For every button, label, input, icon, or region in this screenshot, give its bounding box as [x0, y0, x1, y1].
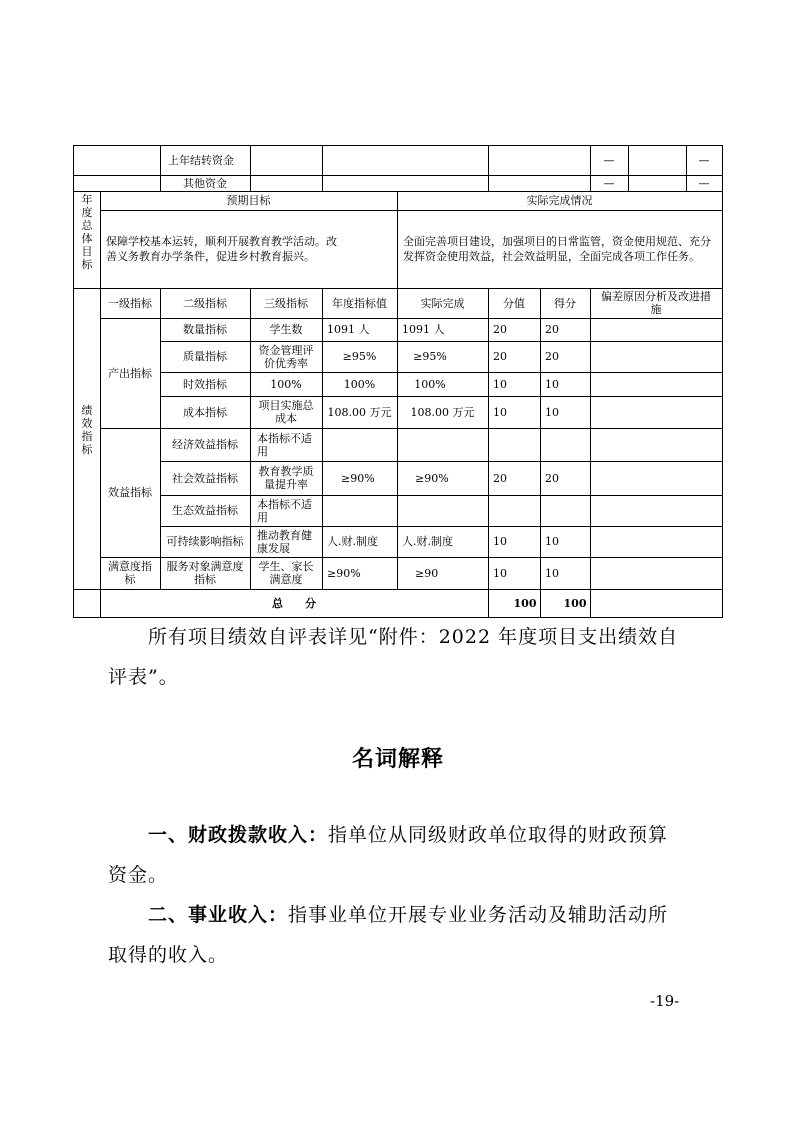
definition-2 [148, 902, 668, 928]
group-output: 产出指标 [108, 366, 152, 380]
definition-1-cont: 资金。 [108, 864, 169, 886]
row-l2: 数量指标 [183, 323, 227, 336]
row-score: 10 [493, 535, 507, 548]
row-score: 20 [493, 350, 507, 363]
row-got: 10 [545, 535, 559, 548]
row-l2: 时效指标 [183, 377, 227, 391]
total-label: 总 分 [272, 596, 316, 610]
row-l2: 成本指标 [183, 405, 227, 419]
total-got: 100 [563, 596, 587, 610]
row-target: ≥90% [327, 566, 361, 580]
row-target: 人.财.制度 [327, 535, 378, 548]
row-target: 108.00 万元 [327, 405, 392, 419]
carryover-dash-2: — [698, 154, 710, 167]
row-score: 10 [493, 377, 507, 391]
header-got: 得分 [554, 296, 576, 310]
row-score: 20 [493, 323, 507, 336]
row-l2: 服务对象满意度指标 [166, 560, 244, 586]
header-level1: 一级指标 [108, 296, 152, 310]
row-actual: 1091 人 [402, 323, 445, 336]
actual-completion-text: 全面完善项目建设，加强项目的日常监管，资金使用规范、充分发挥资金使用效益，社会效益明显，全面完成各项工作任务。 [403, 235, 711, 263]
row-target: ≥90% [341, 471, 375, 485]
row-score: 10 [493, 566, 507, 580]
expected-goal-text: 保障学校基本运转，顺利开展教育教学活动。改善义务教育办学条件，促进乡村教育振兴。 [106, 235, 337, 263]
row-l2: 社会效益指标 [172, 471, 238, 485]
annual-goal-side-label: 年度总体目标 [81, 193, 93, 271]
row-actual: 100% [414, 377, 446, 391]
carryover-dash-1: — [603, 154, 615, 167]
row-l2: 经济效益指标 [172, 438, 238, 451]
row-l3: 100% [270, 377, 302, 391]
row-l3: 学生、家长满意度 [258, 560, 314, 586]
row-l3: 学生数 [269, 323, 303, 336]
header-score: 分值 [503, 296, 525, 310]
row-l3: 本指标不适用 [257, 431, 312, 458]
row-actual: ≥90% [415, 471, 449, 485]
carryover-funds-label: 上年结转资金 [168, 154, 234, 167]
row-l2: 可持续影响指标 [166, 535, 244, 548]
group-benefit: 效益指标 [108, 486, 152, 499]
row-target: 100% [343, 377, 376, 391]
expected-goal-header: 预期目标 [226, 194, 271, 207]
group-satisfaction: 满意度指标 [108, 560, 152, 586]
row-l3: 资金管理评价优秀率 [258, 343, 314, 370]
other-funds-label: 其他资金 [183, 177, 227, 190]
row-target: 1091 人 [327, 323, 370, 336]
row-actual: 108.00 万元 [410, 405, 475, 419]
row-got: 10 [545, 566, 559, 580]
row-got: 10 [545, 405, 559, 419]
row-score: 10 [493, 405, 507, 419]
other-dash-2: — [698, 177, 710, 190]
total-score: 100 [513, 596, 537, 610]
definition-1-text: 指单位从同级财政单位取得的财政预算 [328, 824, 669, 846]
definition-2-cont: 取得的收入。 [108, 944, 229, 966]
attachment-note-line2: 评表”。 [108, 666, 179, 688]
actual-completion-header: 实际完成情况 [526, 194, 593, 207]
definition-1 [148, 822, 668, 848]
header-level3: 三级指标 [264, 296, 308, 310]
row-actual: ≥90 [415, 566, 439, 580]
row-got: 10 [545, 377, 559, 391]
row-l3: 推动教育健康发展 [257, 528, 312, 555]
row-l3: 项目实施总成本 [258, 399, 314, 425]
row-actual: 人.财.制度 [402, 535, 453, 548]
header-deviation-reason: 偏差原因分析及改进措施 [601, 290, 711, 316]
row-got: 20 [545, 471, 559, 485]
performance-side-label: 绩效指标 [81, 404, 93, 456]
definition-2-text: 指事业单位开展专业业务活动及辅助活动所 [288, 904, 669, 926]
row-l2: 生态效益指标 [172, 504, 238, 517]
definition-2-term: 二、事业收入： [148, 904, 289, 926]
row-got: 20 [545, 350, 559, 363]
row-l2: 质量指标 [183, 350, 227, 363]
page-number: -19- [650, 992, 680, 1010]
row-got: 20 [545, 323, 559, 336]
definition-1-term: 一、财政拨款收入： [148, 824, 329, 846]
other-dash-1: — [603, 177, 615, 190]
attachment-note-line1: 所有项目绩效自评表详见“附件：2022 年度项目支出绩效自 [148, 626, 679, 648]
row-target: ≥95% [342, 350, 377, 363]
header-level2: 二级指标 [183, 296, 227, 310]
row-l3: 本指标不适用 [257, 497, 312, 524]
row-actual: ≥95% [413, 350, 447, 363]
row-l3: 教育教学质量提升率 [258, 465, 314, 491]
header-actual: 实际完成 [420, 296, 465, 310]
header-annual-target: 年度指标值 [332, 296, 387, 310]
row-score: 20 [493, 471, 507, 485]
section-title: 名词解释 [352, 746, 445, 772]
